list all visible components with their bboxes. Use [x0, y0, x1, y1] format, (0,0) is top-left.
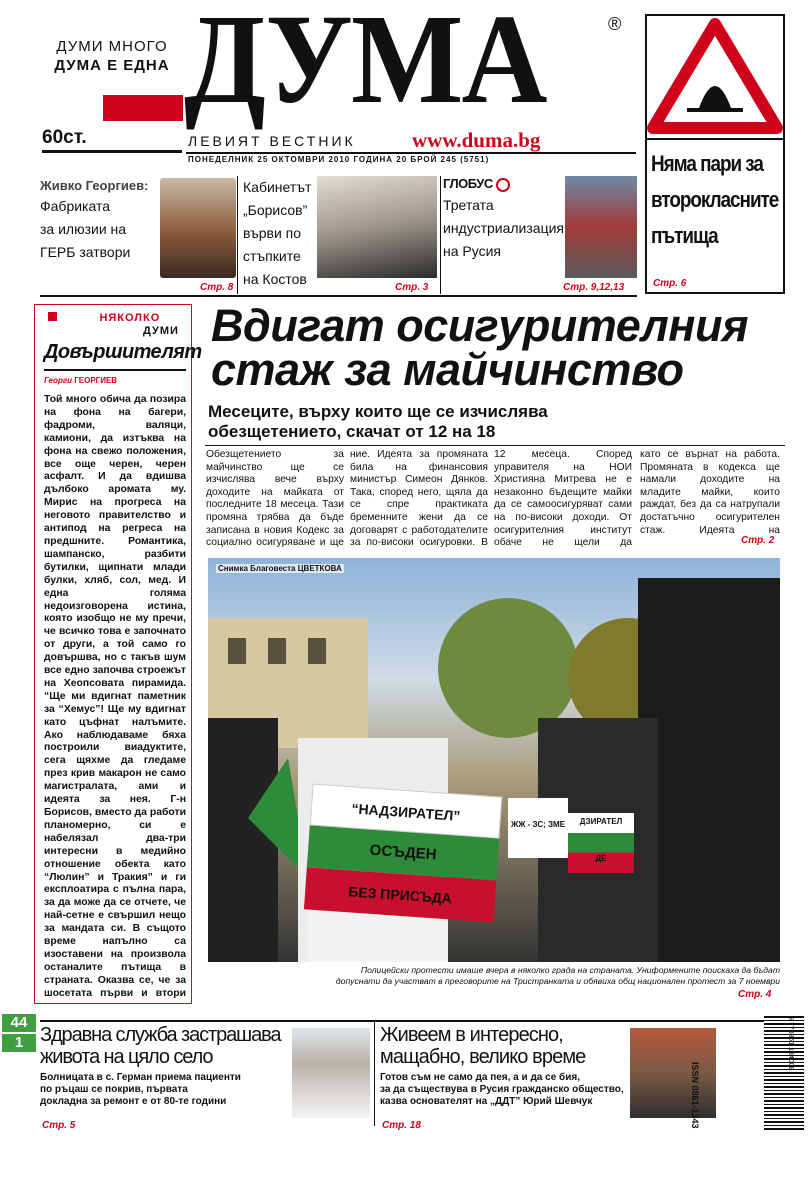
column-author-first: Георги — [44, 376, 72, 385]
teaser-bottom-rule — [40, 295, 637, 297]
photo-page-ref[interactable]: Стр. 4 — [738, 989, 772, 1000]
main-col-4-text: като се върнат на работа. Промяната в кодекса ще намали доходите на младите майки, които раждат, без да са натрупали достатъчно осигурителен стаж. Идеята на — [640, 449, 780, 536]
masthead-subtitle: ЛЕВИЯТ ВЕСТНИК — [188, 133, 356, 149]
main-headline — [205, 300, 795, 395]
barcode-digits: 9 770861 134008 — [787, 1016, 794, 1071]
column-label1: НЯКОЛКО — [99, 312, 161, 324]
bottom-left-photo — [292, 1028, 370, 1118]
page-number-top: 44 — [2, 1014, 36, 1032]
main-page-ref[interactable]: Стр. 2 — [741, 535, 775, 546]
barcode-issn: ISSN 0861-1343 — [690, 1062, 700, 1129]
sign-headline-line2: второкласните — [651, 187, 779, 212]
column-author-last: ГЕОРГИЕВ — [74, 376, 118, 385]
bottom-left-story[interactable] — [40, 1024, 370, 1131]
column-title: Довършителят — [44, 341, 202, 363]
main-col-4 — [640, 449, 780, 539]
column-author — [44, 376, 117, 385]
bottom-right-text-line1: Готов съм не само да пея, а и да се бия, — [380, 1072, 580, 1083]
bottom-left-page-ref[interactable]: Стр. 5 — [42, 1120, 76, 1131]
teaser-divider-2 — [440, 176, 441, 294]
bottom-left-headline-line2: живота на цяло село — [40, 1046, 213, 1068]
teaser-1-photo — [160, 178, 236, 278]
sign-page-ref[interactable]: Стр. 6 — [653, 278, 687, 289]
teaser-2-line1: Кабинетът — [243, 179, 312, 195]
main-col-3 — [494, 449, 632, 549]
teaser-2-photo — [317, 176, 437, 278]
sign-band-white: “НАДЗИРАТЕЛ” — [310, 784, 502, 839]
slogan-line2: ДУМА Е ЕДНА — [54, 57, 170, 74]
slogan-line1: ДУМИ МНОГО — [56, 38, 168, 55]
website-link[interactable]: www.duma.bg — [412, 128, 541, 152]
sign-band-green: ОСЪДЕН — [307, 825, 499, 880]
main-subhead — [208, 402, 768, 442]
teaser-1-line3: ГЕРБ затвори — [40, 244, 131, 260]
teaser-2-line2: „Борисов” — [243, 202, 308, 218]
price-rule — [42, 150, 182, 153]
sign-box[interactable] — [645, 14, 785, 294]
teaser-2-page-ref[interactable]: Стр. 3 — [395, 282, 429, 293]
column-body: Той много обича да позира на фона на багери, фадроми, валяци, камиони, да изтъква на фона на свежо положения, все още черен, черен асфалт. И да вдишва дълбоко аромата му. Мирис на прогреса на неговото правителство и антипод на регреса на предшните. Романтика, шампанско, разбити бутилки, щипнати млади булки, хляб, сол, мед. И една голяма недоизговорена истина, която изобщо не му пречи, че всичко това е започнато от други, а той само го довършва, но с такъв шум все едно започва строежът на Хеопсовата пирамида. “Ще ми вдигнат паметник за “Хемус”! Ще му вдигнат като цъфнат налъмите. Ако наблюдаваме бяха построили виадуктите, сега щяхме да гледаме през крив макарон не само магистралата, ами и идеята за нея. Г-н Борисов, вместо да работи планомерно, си е набелязал два-три интересни в медийно отношение обекта като “Люлин” и Тракия” и ги експлоатира с пълна пара, за да може да се отчете, че най-сетне е свършил нещо за мандата си. В същото време напълно са изоставени на произвола останалите пътища в страната. Оказва се, че за шосетата първи и втори — [44, 394, 186, 999]
teaser-1-line2: за илюзии на — [40, 221, 127, 237]
bottom-right-text-line3: казва основателят на „ДДТ” Юрий Шевчук — [380, 1096, 593, 1107]
bottom-left-text-line2: по ръцаш се покрив, първата — [40, 1084, 188, 1095]
teaser-1[interactable] — [40, 178, 236, 296]
dateline-rule — [186, 152, 636, 154]
slogan — [42, 38, 182, 74]
sign-headline — [651, 146, 780, 254]
teaser-divider-1 — [237, 176, 238, 294]
bottom-rule — [40, 1020, 768, 1022]
column-label2: ДУМИ — [143, 325, 179, 337]
main-headline-line1: Вдигат осигурителния — [211, 300, 748, 351]
dateline: ПОНЕДЕЛНИК 25 ОКТОМВРИ 2010 ГОДИНА 20 БРОЙ 245 (5751) — [188, 155, 490, 164]
protest-sign-3-line2: ДЕ — [595, 854, 607, 863]
sign-headline-line3: пътища — [651, 223, 718, 248]
column-title-rule — [44, 369, 186, 371]
teaser-3-photo — [565, 176, 637, 278]
globe-icon — [496, 178, 510, 192]
main-headline-line2: стаж за майчинство — [211, 344, 684, 395]
protest-sign — [304, 784, 502, 925]
bottom-left-headline-line1: Здравна служба застрашава — [40, 1024, 281, 1046]
bottom-left-text-line3: докладна за ремонт е от 80-те години — [40, 1096, 227, 1107]
column-bullet-icon — [48, 312, 57, 321]
main-subhead-line2: обезщетението, скачат от 12 на 18 — [208, 422, 496, 441]
globus-label: ГЛОБУС — [443, 176, 493, 191]
main-col-2-text: ние. Идеята за промяната била на финансовия министър Симеон Дянков. Така, според него, щяла да се спре практиката бременните жени да се договарят с работодателите за по-високи осигуровки. В — [350, 449, 488, 549]
protest-sign-2: ЖЖ - ЗС; ЗМЕ — [508, 798, 568, 858]
teaser-2-line4: стъпките — [243, 248, 301, 264]
teaser-1-author: Живко Георгиев: — [40, 178, 149, 193]
teaser-3-line1: Третата — [443, 196, 494, 213]
road-bump-sign-icon — [647, 16, 783, 136]
teaser-3-line3: на Русия — [443, 242, 501, 259]
photo-caption — [208, 965, 780, 987]
teaser-2[interactable] — [243, 176, 439, 294]
teaser-3-page-ref[interactable]: Стр. 9,12,13 — [563, 282, 625, 293]
sign-headline-line1: Няма пари за — [651, 151, 763, 176]
bottom-right-story[interactable] — [380, 1024, 770, 1131]
sign-band-red: БЕЗ ПРИСЪДА — [304, 867, 496, 922]
main-col-1 — [206, 449, 344, 549]
photo-caption-line1: Полицейски протести имаше вчера в няколко града на страната. Униформените поискаха да бъдат — [360, 965, 780, 975]
column-label — [48, 308, 188, 337]
teaser-2-line5: на Костов — [243, 271, 307, 287]
protest-sign-3 — [568, 813, 634, 873]
main-subhead-rule — [205, 445, 785, 446]
red-square — [103, 95, 183, 121]
teaser-1-page-ref[interactable]: Стр. 8 — [200, 282, 234, 293]
bottom-left-text-line1: Болницата в с. Герман приема пациенти — [40, 1072, 241, 1083]
bottom-right-headline-line2: мащабно, велико време — [380, 1046, 586, 1068]
protest-sign-3-line1: ДЗИРАТЕЛ — [579, 817, 623, 826]
main-photo — [208, 558, 780, 962]
photo-credit: Снимка Благовеста ЦВЕТКОВА — [218, 564, 342, 573]
bottom-right-photo — [630, 1028, 716, 1118]
teaser-2-line3: върви по — [243, 225, 302, 241]
bottom-right-page-ref[interactable]: Стр. 18 — [382, 1120, 421, 1131]
main-col-1-text: Обезщетението за майчинство ще се изчислява вече върху доходите на майката от последните 18 месеца. Тази промяна трябва да бъде записана в новия Кодекс за социално осигуряване и ще — [206, 449, 344, 549]
photo-caption-line2: допуснати да участват в преговорите на Тристранката и обявиха общ национален протест за 7 ноември — [335, 976, 780, 986]
barcode — [764, 1016, 804, 1130]
sign-divider — [647, 138, 783, 140]
main-col-2 — [350, 449, 488, 549]
registered-mark: ® — [608, 14, 622, 34]
bottom-right-text-line2: за да съществува в Русия гражданско общество, — [380, 1084, 624, 1095]
teaser-3[interactable] — [443, 176, 637, 294]
bottom-right-headline-line1: Живеем в интересно, — [380, 1024, 563, 1046]
page-number-bottom: 1 — [2, 1034, 36, 1052]
main-col-3-text: 12 месеца. Според управителя на НОИ Християна Митрева не е незаконно бъдещите майки да се самоосигуряват сами на по-високи доходи. От осигурителния институт обаче не щели да — [494, 449, 632, 549]
main-subhead-line1: Месеците, върху които ще се изчислява — [208, 402, 548, 421]
price: 60ст. — [42, 127, 87, 148]
teaser-1-line1: Фабриката — [40, 198, 111, 214]
bottom-divider — [374, 1022, 375, 1126]
logo: ДУМА — [184, 0, 546, 130]
teaser-3-line2: индустриализация — [443, 219, 564, 236]
